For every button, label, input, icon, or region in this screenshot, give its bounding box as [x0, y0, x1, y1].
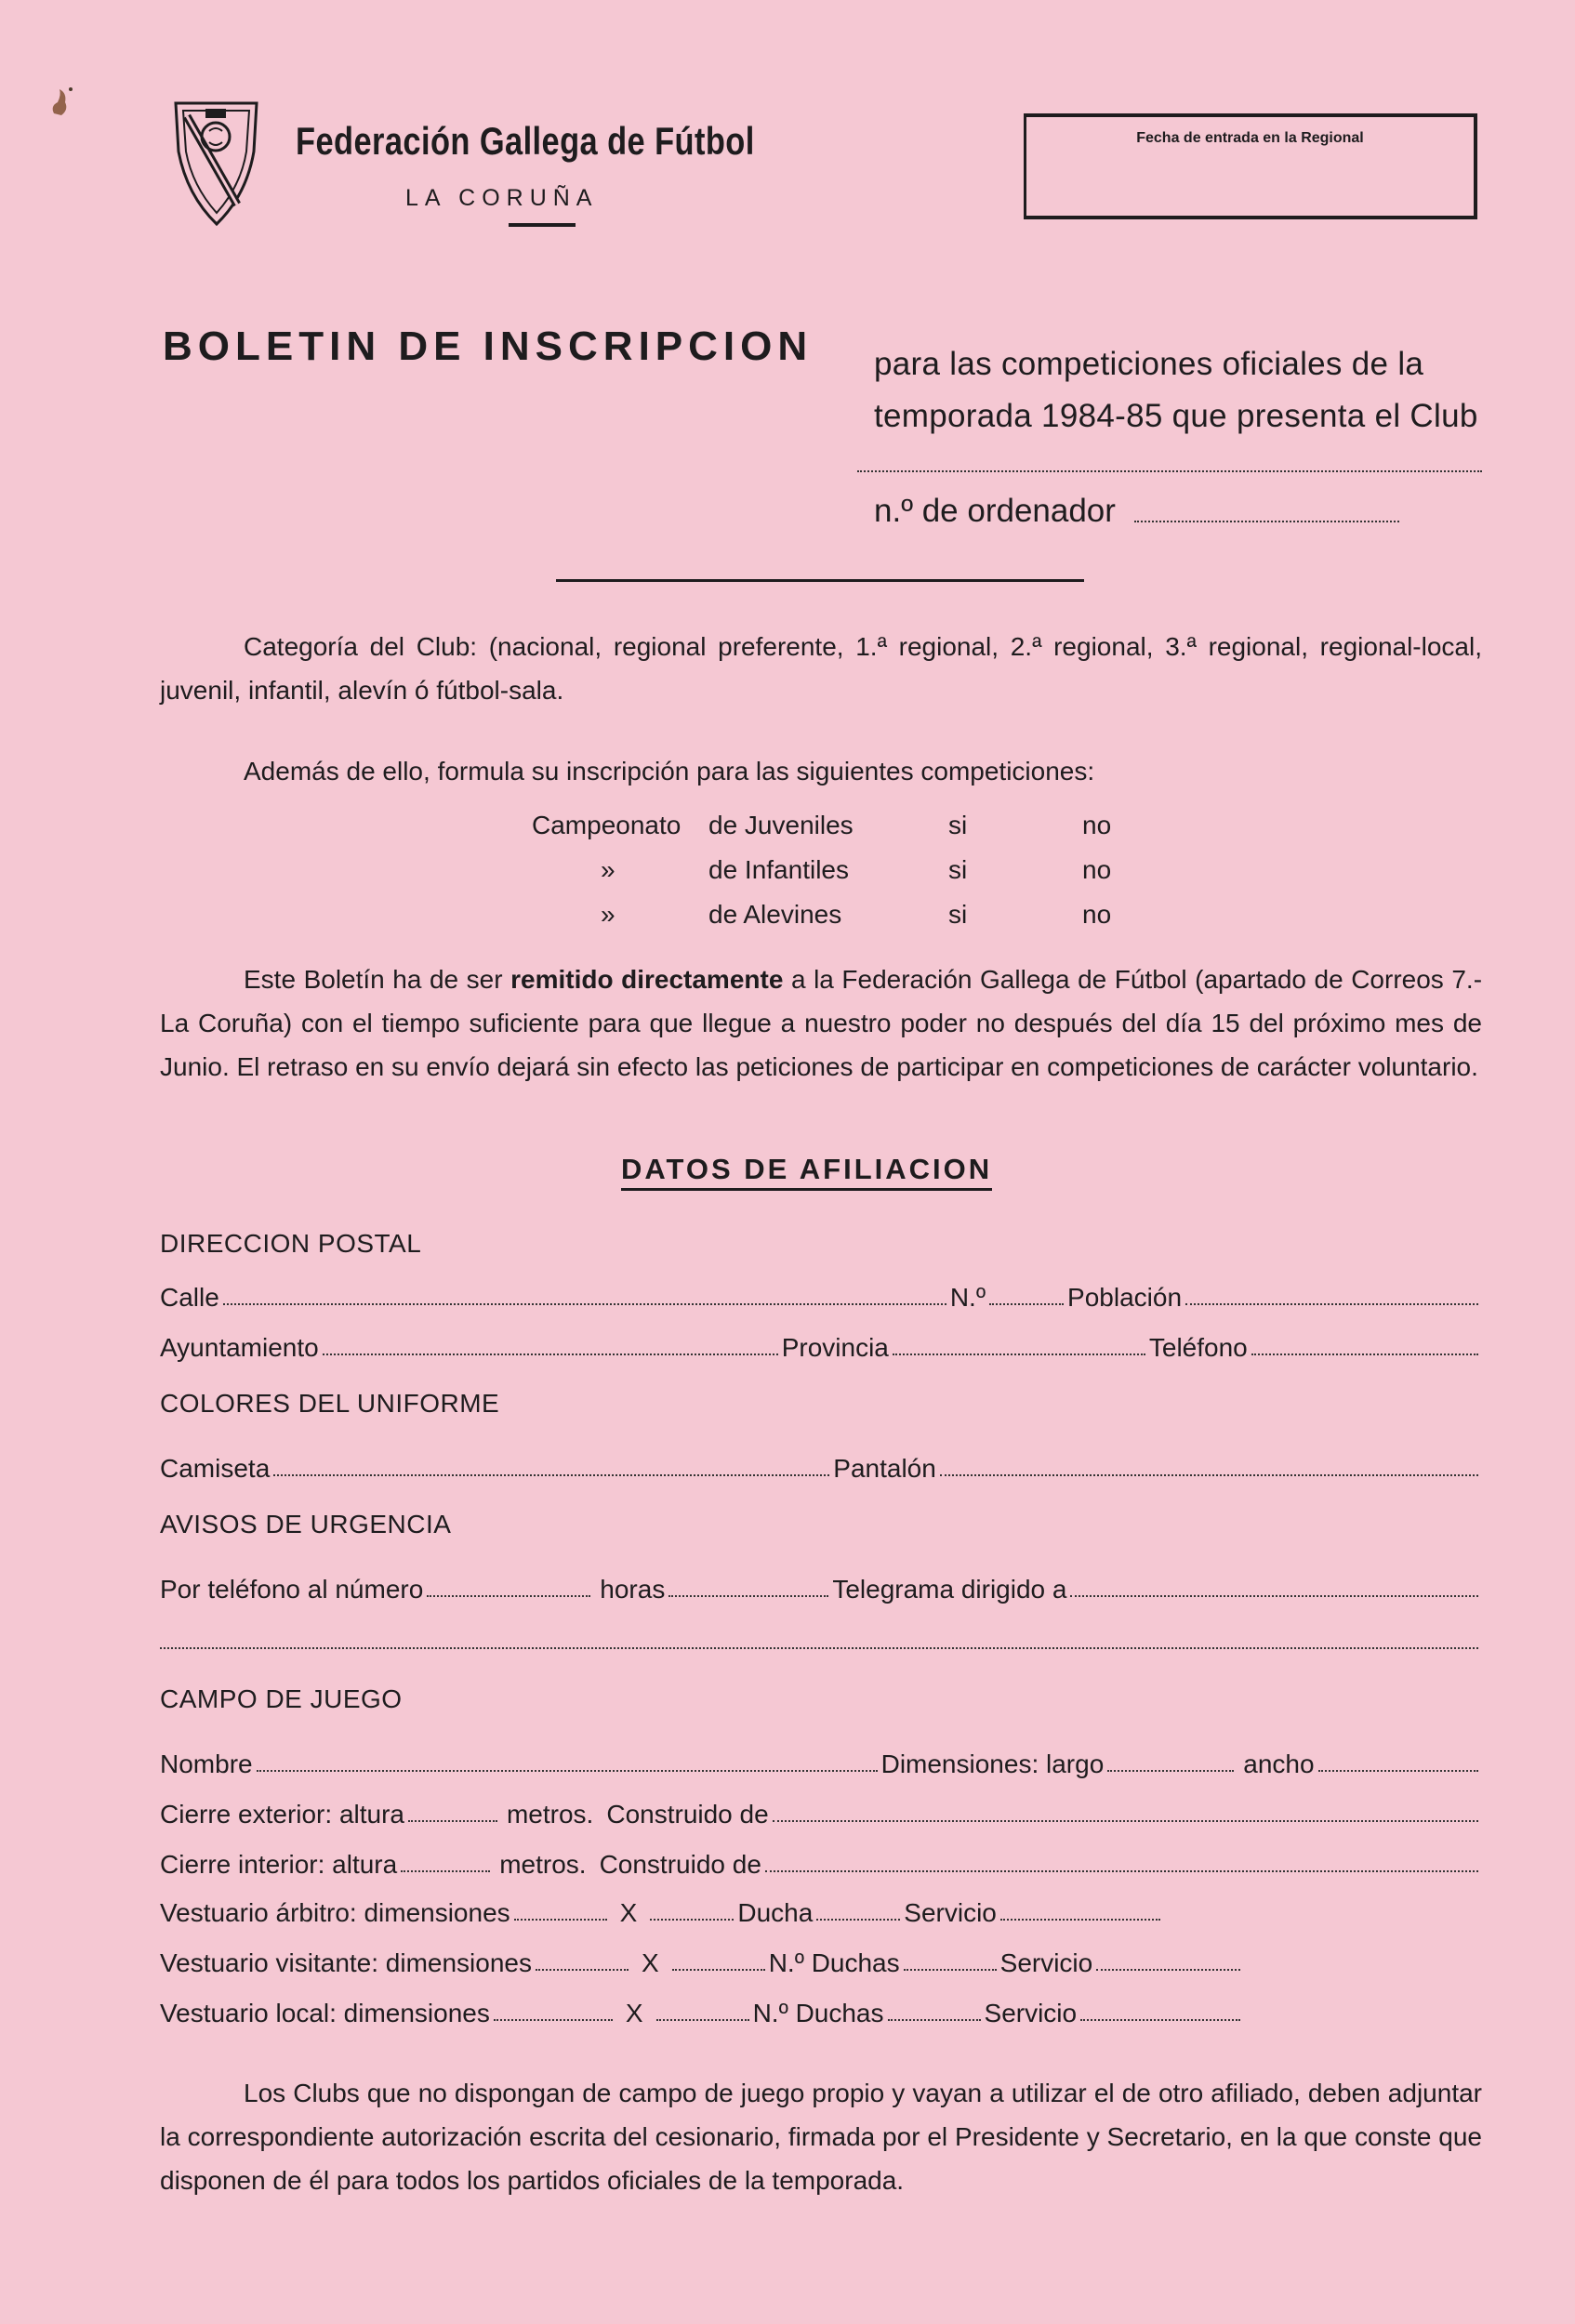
metros-label: metros. [499, 1850, 587, 1879]
city-underline [509, 223, 576, 227]
telegrama-field[interactable] [1070, 1595, 1478, 1597]
competition-prefix: » [601, 900, 615, 929]
ducha-label: Ducha [737, 1898, 814, 1927]
ancho-field[interactable] [1318, 1770, 1478, 1772]
competition-no-option[interactable]: no [1082, 855, 1112, 884]
cierre-interior-construido-field[interactable] [765, 1870, 1478, 1872]
visitante-servicio-field[interactable] [1096, 1969, 1240, 1971]
servicio-label: Servicio [904, 1898, 997, 1927]
boletin-paragraph [160, 957, 1482, 1089]
calle-field[interactable] [223, 1303, 946, 1305]
federation-city: LA CORUÑA [405, 185, 599, 211]
local-servicio-field[interactable] [1080, 2019, 1240, 2021]
colores-heading: COLORES DEL UNIFORME [160, 1389, 500, 1418]
metros-label: metros. [506, 1800, 594, 1829]
n-duchas-label: N.º Duchas [752, 1999, 884, 2027]
competition-si-option[interactable]: si [948, 855, 968, 884]
footer-paragraph: Los Clubs que no dispongan de campo de juego propio y vayan a utilizar el de otro afiliado, deben adjuntar la correspondiente autorización escrita del cesionario, firmada por el Presidente y Secretario, en la que conste que disponen de él para todos los partidos oficiales de la temporada. [160, 2079, 1482, 2195]
avisos-heading: AVISOS DE URGENCIA [160, 1510, 452, 1538]
cierre-interior-label: Cierre interior: altura [160, 1850, 398, 1879]
competition-prefix: » [601, 855, 615, 884]
telegrama-extra-line[interactable] [160, 1647, 1478, 1649]
poblacion-label: Población [1067, 1283, 1183, 1312]
telefono-field[interactable] [1251, 1353, 1478, 1355]
ordenador-label: n.º de ordenador [874, 493, 1116, 529]
competition-no-option[interactable]: no [1082, 811, 1112, 839]
competition-name: de Juveniles [708, 811, 854, 839]
datos-afiliacion-title: DATOS DE AFILIACION [621, 1153, 992, 1191]
numero-field[interactable] [989, 1303, 1064, 1305]
avisos-row [160, 1567, 1482, 1604]
competition-no-option[interactable]: no [1082, 900, 1112, 929]
boletin-text-after: a la Federación Gallega de Fútbol (apartado de Correos 7.-La Coruña) con el tiempo suficiente para que llegue a nuestro poder no después del día 15 del próximo mes de Junio. El retraso en su envío dejará sin efecto las peticiones de participar en competiciones de carácter voluntario. [160, 965, 1483, 1081]
ademas-paragraph: Además de ello, formula su inscripción para las siguientes competiciones: [244, 757, 1095, 786]
vestuario-local-label: Vestuario local: dimensiones [160, 1999, 490, 2027]
boletin-text-bold: remitido directamente [510, 965, 784, 994]
club-name-field[interactable] [857, 470, 1482, 472]
competition-prefix: Campeonato [532, 811, 682, 839]
calle-label: Calle [160, 1283, 219, 1312]
federation-name: Federación Gallega de Fútbol [296, 119, 755, 163]
cierre-exterior-label: Cierre exterior: altura [160, 1800, 404, 1829]
nombre-label: Nombre [160, 1750, 253, 1778]
telefono-aviso-field[interactable] [427, 1595, 590, 1597]
arbitro-ducha-field[interactable] [816, 1919, 900, 1921]
construido-label: Construido de [606, 1800, 769, 1829]
vestuario-arbitro-label: Vestuario árbitro: dimensiones [160, 1898, 510, 1927]
numero-label: N.º [949, 1283, 986, 1312]
cierre-interior-altura-field[interactable] [401, 1870, 490, 1872]
horas-field[interactable] [668, 1595, 828, 1597]
competition-name: de Infantiles [708, 855, 849, 884]
local-dim-b-field[interactable] [656, 2019, 749, 2021]
local-duchas-field[interactable] [888, 2019, 981, 2021]
cierre-exterior-row [160, 1792, 1482, 1829]
competition-si-option[interactable]: si [948, 811, 968, 839]
pantalon-label: Pantalón [833, 1454, 936, 1483]
telefono-label: Teléfono [1148, 1333, 1248, 1362]
nombre-field[interactable] [257, 1770, 878, 1772]
title-divider [556, 579, 1084, 582]
vestuario-visitante-row [160, 1941, 1244, 1978]
campo-heading: CAMPO DE JUEGO [160, 1684, 403, 1713]
x-label: X [619, 1898, 638, 1927]
servicio-label: Servicio [999, 1948, 1093, 1977]
competition-name: de Alevines [708, 900, 842, 929]
campo-nombre-row [160, 1742, 1482, 1779]
cierre-interior-row [160, 1842, 1482, 1880]
federation-crest-icon [172, 98, 260, 228]
arbitro-servicio-field[interactable] [1000, 1919, 1160, 1921]
visitante-dim-b-field[interactable] [672, 1969, 765, 1971]
x-label: X [642, 1948, 659, 1977]
poblacion-field[interactable] [1185, 1303, 1478, 1305]
arbitro-dim-a-field[interactable] [514, 1919, 607, 1921]
n-duchas-label: N.º Duchas [768, 1948, 900, 1977]
provincia-label: Provincia [781, 1333, 889, 1362]
provincia-field[interactable] [893, 1353, 1145, 1355]
cierre-exterior-construido-field[interactable] [773, 1820, 1478, 1822]
ayuntamiento-field[interactable] [323, 1353, 778, 1355]
dimensiones-largo-label: Dimensiones: largo [880, 1750, 1105, 1778]
form-subtitle: para las competiciones oficiales de la temporada 1984-85 que presenta el Club [874, 346, 1478, 434]
entry-date-label: Fecha de entrada en la Regional [1136, 130, 1364, 146]
ordenador-field[interactable] [1134, 521, 1399, 522]
vestuario-arbitro-row [160, 1891, 1164, 1928]
competition-si-option[interactable]: si [948, 900, 968, 929]
vestuario-visitante-label: Vestuario visitante: dimensiones [160, 1948, 532, 1977]
form-title: BOLETIN DE INSCRIPCION [163, 324, 814, 369]
visitante-dim-a-field[interactable] [536, 1969, 629, 1971]
categoria-paragraph: Categoría del Club: (nacional, regional preferente, 1.ª regional, 2.ª regional, 3.ª regional, regional-local, juvenil, infantil, alevín ó fútbol-sala. [160, 632, 1482, 705]
por-telefono-label: Por teléfono al número [160, 1575, 424, 1604]
camiseta-label: Camiseta [160, 1454, 271, 1483]
visitante-duchas-field[interactable] [904, 1969, 997, 1971]
telegrama-label: Telegrama dirigido a [832, 1575, 1067, 1604]
servicio-label: Servicio [984, 1999, 1078, 2027]
direccion-heading: DIRECCION POSTAL [160, 1229, 422, 1258]
cierre-exterior-altura-field[interactable] [408, 1820, 497, 1822]
calle-row [160, 1275, 1482, 1313]
boletin-text-before: Este Boletín ha de ser [244, 965, 511, 994]
entry-date-stamp-box [1024, 113, 1477, 219]
x-label: X [625, 1999, 643, 2027]
arbitro-dim-b-field[interactable] [650, 1919, 734, 1921]
vestuario-local-row [160, 1991, 1244, 2028]
camiseta-field[interactable] [273, 1474, 829, 1476]
camiseta-row [160, 1446, 1482, 1484]
construido-label: Construido de [599, 1850, 761, 1879]
horas-label: horas [600, 1575, 666, 1604]
largo-field[interactable] [1107, 1770, 1234, 1772]
ancho-label: ancho [1243, 1750, 1315, 1778]
ayuntamiento-label: Ayuntamiento [160, 1333, 319, 1362]
pantalon-field[interactable] [940, 1474, 1478, 1476]
ayuntamiento-row [160, 1326, 1482, 1363]
local-dim-a-field[interactable] [494, 2019, 613, 2021]
ink-stain [48, 86, 74, 119]
